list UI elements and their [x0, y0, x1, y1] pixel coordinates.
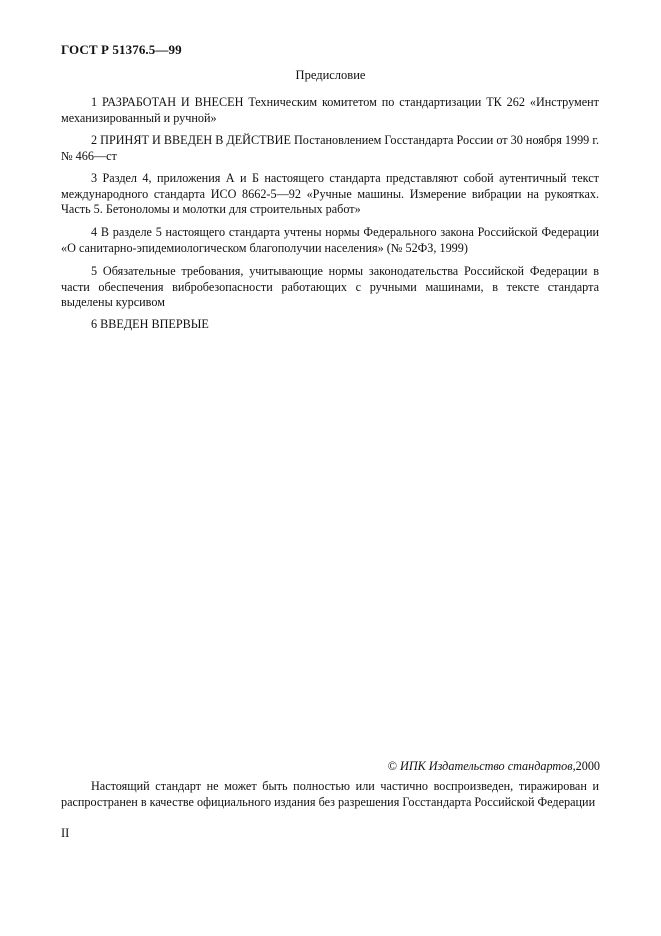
reproduction-notice: Настоящий стандарт не может быть полностью или частично воспроизведен, тиражирован и распространен в качестве официального издания без разрешения Госстандарта Российской Федерации	[61, 779, 599, 809]
foreword-item-5	[61, 264, 599, 311]
document-code: ГОСТ Р 51376.5—99	[61, 42, 182, 57]
copyright-symbol: ©	[387, 759, 397, 773]
copyright-year: 2000	[575, 759, 600, 773]
page-number: II	[61, 826, 70, 840]
item-text: Обязательные требования, учитывающие нормы законодательства Российской Федерации в части обеспечения вибробезопасности работающих с ручными машинами, в тексте стандарта выделены курсивом	[61, 264, 599, 309]
item-number: 3	[91, 171, 98, 185]
item-number: 6	[91, 317, 98, 331]
item-number: 2	[91, 133, 98, 147]
item-lead: ВВЕДЕН ВПЕРВЫЕ	[100, 317, 209, 331]
item-number: 5	[91, 264, 98, 278]
item-lead: ПРИНЯТ И ВВЕДЕН В ДЕЙСТВИЕ	[100, 133, 291, 147]
item-number: 4	[91, 225, 98, 239]
foreword-item-3	[61, 171, 599, 218]
copyright-line	[388, 759, 600, 774]
page-title: Предисловие	[295, 68, 366, 82]
foreword-item-6	[61, 317, 599, 333]
item-text: Раздел 4, приложения А и Б настоящего стандарта представляют собой аутентичный текст международного стандарта ИСО 8662-5—92 «Ручные машины. Измерение вибрации на рукоятках. Часть 5. Бетоноломы и молотки для строительных работ»	[61, 171, 599, 216]
item-text: Постановлением Госстандарта России от 30 ноября 1999 г. № 466—ст	[61, 133, 600, 163]
foreword-item-4	[61, 225, 599, 256]
item-number: 1	[91, 95, 98, 109]
item-lead: РАЗРАБОТАН И ВНЕСЕН	[102, 95, 244, 109]
foreword-item-1	[61, 95, 599, 126]
foreword-item-2	[61, 133, 599, 164]
item-text: Техническим комитетом по стандартизации ТК 262 «Инструмент механизированный и ручной»	[61, 95, 600, 125]
item-text: В разделе 5 настоящего стандарта учтены нормы Федерального закона Российской Федерации «О санитарно-эпидемиологическом благополучии населения» (№ 52ФЗ, 1999)	[61, 225, 600, 255]
copyright-publisher: ИПК Издательство стандартов,	[400, 759, 576, 773]
